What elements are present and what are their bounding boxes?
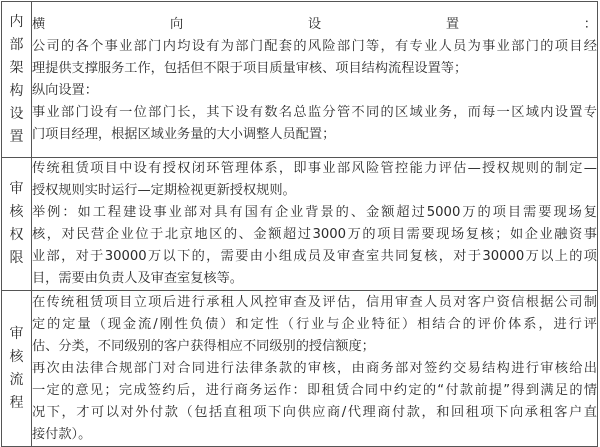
row-content-cell xyxy=(32,2,598,158)
table-row-approval-authority xyxy=(2,158,598,291)
info-table xyxy=(1,1,598,447)
text-line: 举例：如工程建设事业部对具有国有企业背景的、金额超过5000万的项目需要现场复 xyxy=(32,205,597,220)
text-line: 业部，对于30000万以下的，需要由小组成员及审查室共同复核，对于30000万以上的项 xyxy=(32,249,597,264)
row-label-cell xyxy=(2,158,32,291)
text-line: 传统租赁项目中设有授权闭环管理体系，即事业部风险管控能力评估—授权规则的制定— xyxy=(32,161,597,176)
text-line: 接付款）。 xyxy=(32,426,92,442)
text-line: 定的定量（现金流/刚性负债）和定性（行业与企业特征）相结合的评价体系，进行评 xyxy=(32,316,597,332)
text-line: 理提供支撑服务工作，包括但不限于项目质量审核、项目结构流程设置等； xyxy=(32,60,468,76)
text-line: 再次由法律合规部门对合同进行法律条款的审核，由商务部对签约交易结构进行审核给出 xyxy=(32,360,597,376)
text-line: 核，对民营企业位于北京地区的、金额超过3000万的项目需要现场复核；如企业融资事 xyxy=(32,227,597,242)
row-label-cell xyxy=(2,291,32,447)
text-line: 门项目经理，根据区域业务量的大小调整人员配置； xyxy=(32,126,336,142)
text-line: 目，需要由负责人及审查室复核等。 xyxy=(32,271,243,286)
row-content-cell xyxy=(32,291,598,447)
table-row-approval-process xyxy=(2,291,598,447)
text-line: 横向设置： xyxy=(32,16,597,32)
row-label: 内部架构设置 xyxy=(9,13,24,145)
text-line: 估、分类，不同级别的客户获得相应不同级别的授信额度； xyxy=(32,338,375,354)
table-row-org-structure xyxy=(2,2,598,158)
row-label: 审核权限 xyxy=(9,181,24,266)
row-label-cell xyxy=(2,2,32,158)
text-line: 事业部门设有一位部门长，其下设有数名总监分管不同的区域业务，而每一区域内设置专 xyxy=(32,104,597,120)
text-line: 公司的各个事业部门内均设有为部门配套的风险部门等，有专业人员为事业部门的项目经 xyxy=(32,38,597,54)
text-line: 在传统租赁项目立项后进行承租人风控审查及评估，信用审查人员对客户资信根据公司制 xyxy=(32,294,597,310)
text-line: 况下，才可以对外付款（包括直租项下向供应商/代理商付款，和回租项下向承租客户直 xyxy=(32,404,597,420)
text-line: 一定的意见；完成签约后，进行商务运作：即租赁合同中约定的“付款前提”得到满足的情 xyxy=(32,382,597,398)
row-content-cell xyxy=(32,158,598,291)
text-line: 授权规则实时运行—定期检视更新授权规则。 xyxy=(32,183,296,198)
text-line: 纵向设置： xyxy=(32,82,98,98)
row-label: 审核流程 xyxy=(9,325,24,411)
